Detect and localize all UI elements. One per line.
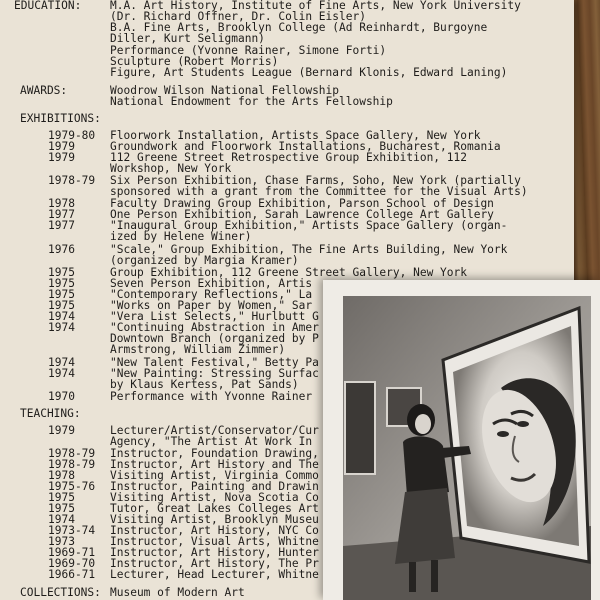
exhibition-line: "Inaugural Group Exhibition," Artists Space Gallery (organ- [110,219,508,232]
exhibition-line: "Continuing Abstraction in Amer [110,321,319,334]
exhibition-year: 1974 [48,356,75,369]
exhibition-line: Seven Person Exhibition, Artis [110,277,313,290]
teaching-year: 1975-76 [48,480,96,493]
teaching-line: Lecturer/Artist/Conservator/Cur [110,424,319,437]
teaching-line: Instructor, Art History, NYC Co [110,524,319,537]
exhibition-line: "Contemporary Reflections," La [110,288,313,301]
teaching-line: Agency, "The Artist At Work In [110,435,313,448]
teaching-year: 1975 [48,491,75,504]
teaching-line: Visiting Artist, Brooklyn Museu [110,513,319,526]
teaching-line: Instructor, Painting and Drawin [110,480,319,493]
exhibition-line: Armstrong, William Zimmer) [110,343,286,356]
teaching-line: Lecturer, Head Lecturer, Whitne [110,568,319,581]
teaching-year: 1973-74 [48,524,96,537]
teaching-year: 1974 [48,513,75,526]
exhibitions-heading: EXHIBITIONS: [20,112,101,125]
exhibition-line: Six Person Exhibition, Chase Farms, Soho, New York (partially [110,174,521,187]
teaching-heading: TEACHING: [20,407,81,420]
collections-heading: COLLECTIONS: [20,586,101,599]
exhibition-line: "Vera List Selects," Hurlbutt G [110,310,319,323]
exhibition-line: ized by Helene Winer) [110,230,252,243]
awards-heading: AWARDS: [20,84,68,97]
award-line: National Endowment for the Arts Fellowship [110,95,393,108]
exhibition-line: 112 Greene Street Retrospective Group Exhibition, 112 [110,151,467,164]
education-line: B.A. Fine Arts, Brooklyn College (Ad Reinhardt, Burgoyne [110,21,488,34]
exhibition-year: 1978-79 [48,174,96,187]
exhibition-line: Downtown Branch (organized by P [110,332,319,345]
teaching-year: 1978 [48,469,75,482]
teaching-line: Instructor, Art History, The Pr [110,557,319,570]
teaching-year: 1978-79 [48,458,96,471]
exhibition-year: 1978 [48,197,75,210]
exhibition-year: 1977 [48,208,75,221]
exhibition-year: 1974 [48,310,75,323]
teaching-year: 1979 [48,424,75,437]
exhibition-year: 1979-80 [48,129,96,142]
exhibition-year: 1970 [48,390,75,403]
exhibition-line: "New Painting: Stressing Surfac [110,367,319,380]
exhibition-line: by Klaus Kertess, Pat Sands) [110,378,299,391]
exhibition-year: 1975 [48,266,75,279]
exhibition-line: Performance with Yvonne Rainer [110,390,313,403]
exhibition-line: sponsored with a grant from the Committee for the Visual Arts) [110,185,528,198]
education-line: Diller, Kurt Seligmann) [110,32,265,45]
exhibition-line: Group Exhibition, 112 Greene Street Gallery, New York [110,266,467,279]
exhibition-year: 1975 [48,288,75,301]
education-line: Performance (Yvonne Rainer, Simone Forti) [110,44,387,57]
exhibition-line: Floorwork Installation, Artists Space Gallery, New York [110,129,481,142]
teaching-line: Instructor, Art History, Hunter [110,546,319,559]
teaching-year: 1973 [48,535,75,548]
exhibition-line: (organized by Margia Kramer) [110,254,299,267]
teaching-line: Tutor, Great Lakes Colleges Art [110,502,319,515]
exhibition-line: Workshop, New York [110,162,232,175]
exhibition-year: 1974 [48,367,75,380]
exhibition-year: 1977 [48,219,75,232]
education-line: Figure, Art Students League (Bernard Klonis, Edward Laning) [110,66,508,79]
exhibition-year: 1979 [48,140,75,153]
exhibition-year: 1974 [48,321,75,334]
teaching-year: 1969-71 [48,546,96,559]
teaching-line: Instructor, Art History and The [110,458,319,471]
exhibition-year: 1979 [48,151,75,164]
teaching-year: 1966-71 [48,568,96,581]
artist-photograph [343,296,591,600]
teaching-year: 1978-79 [48,447,96,460]
exhibition-year: 1975 [48,277,75,290]
photo-clipping [323,280,600,600]
collection-line: Museum of Modern Art [110,586,245,599]
education-heading: EDUCATION: [14,0,82,12]
teaching-line: Visiting Artist, Nova Scotia Co [110,491,319,504]
award-line: Woodrow Wilson National Fellowship [110,84,340,97]
exhibition-line: One Person Exhibition, Sarah Lawrence College Art Gallery [110,208,494,221]
teaching-line: Visiting Artist, Virginia Commo [110,469,319,482]
exhibition-line: Groundwork and Floorwork Installations, Bucharest, Romania [110,140,501,153]
teaching-line: Instructor, Visual Arts, Whitne [110,535,319,548]
teaching-line: Instructor, Foundation Drawing, [110,447,319,460]
exhibition-line: Faculty Drawing Group Exhibition, Parson School of Design [110,197,494,210]
teaching-year: 1969-70 [48,557,96,570]
exhibition-line: "Scale," Group Exhibition, The Fine Arts Building, New York [110,243,508,256]
exhibition-line: "New Talent Festival," Betty Pa [110,356,319,369]
exhibition-year: 1976 [48,243,75,256]
framed-artwork [345,382,375,474]
exhibition-year: 1975 [48,299,75,312]
education-line: (Dr. Richard Offner, Dr. Colin Eisler) [110,10,366,23]
education-line: Sculpture (Robert Morris) [110,55,279,68]
teaching-year: 1975 [48,502,75,515]
education-line: M.A. Art History, Institute of Fine Arts, New York University [110,0,521,12]
exhibition-line: "Works on Paper by Women," Sar [110,299,313,312]
